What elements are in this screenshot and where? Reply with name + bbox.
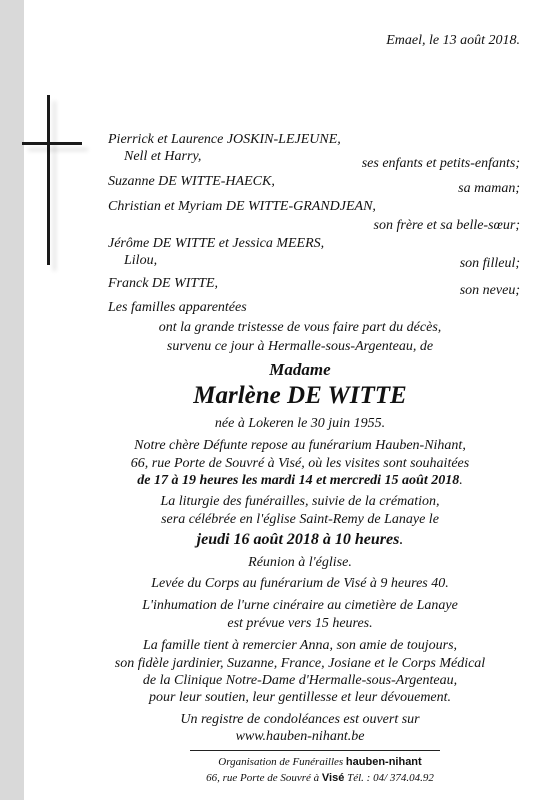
thanks-line4: pour leur soutien, leur gentillesse et leur dévouement. — [148, 690, 452, 705]
deceased-name: Marlène DE WITTE — [193, 382, 407, 409]
footer-divider — [190, 750, 440, 751]
family-joskin-relation: ses enfants et petits-enfants; — [361, 156, 520, 171]
ceremony-date-end: . — [399, 531, 404, 548]
repose-line2: 66, rue Porte de Souvré à Visé, où les visites sont souhaitées — [130, 456, 470, 471]
organizer-phone: Tél. : 04/ 374.04.92 — [347, 772, 434, 784]
family-relatives: Les familles apparentées — [108, 300, 247, 315]
thanks-line2: son fidèle jardinier, Suzanne, France, Josiane et le Corps Médical — [114, 656, 486, 671]
family-haeck-relation: sa maman; — [458, 181, 520, 196]
repose-line1: Notre chère Défunte repose au funérarium Hauben-Nihant, — [134, 438, 466, 453]
family-grandjean-relation: son frère et sa belle-sœur; — [373, 218, 520, 233]
family-franck-relation: son neveu; — [459, 283, 520, 298]
family-meers-names: Jérôme DE WITTE et Jessica MEERS, — [108, 236, 325, 251]
register-line1: Un registre de condoléances est ouvert sur — [180, 712, 420, 727]
register-website[interactable]: www.hauben-nihant.be — [235, 729, 365, 744]
inhumation-line1: L'inhumation de l'urne cinéraire au cimetière de Lanaye — [142, 598, 458, 613]
place-date: Emael, le 13 août 2018. — [386, 33, 520, 48]
organizer-brand: hauben-nihant — [345, 756, 422, 768]
announcement-line2: survenu ce jour à Hermalle-sous-Argenteau, de — [166, 339, 434, 354]
organizer-prefix: Organisation de Funérailles — [218, 756, 344, 768]
announcement-line1: ont la grande tristesse de vous faire part du décès, — [158, 320, 442, 335]
visits-end: . — [459, 473, 463, 488]
address-street: 66, rue Porte de Souvré à — [206, 772, 320, 784]
visits-hours: de 17 à 19 heures les mardi 14 et mercredi 15 août 2018 — [137, 473, 460, 488]
ceremony-date-line — [70, 531, 530, 549]
birth-info: née à Lokeren le 30 juin 1955. — [214, 416, 386, 431]
family-meers-child: Lilou, — [124, 253, 158, 268]
organizer-address — [120, 772, 520, 784]
cross-icon-horizontal — [22, 142, 82, 145]
cross-icon-vertical — [47, 95, 50, 265]
levee-note: Levée du Corps au funérarium de Visé à 9 heures 40. — [151, 576, 449, 591]
ceremony-date: jeudi 16 août 2018 à 10 heures — [196, 531, 400, 548]
family-meers-relation: son filleul; — [459, 256, 520, 271]
family-joskin-children: Nell et Harry, — [124, 149, 202, 164]
thanks-line3: de la Clinique Notre-Dame d'Hermalle-sous-Argenteau, — [142, 673, 458, 688]
deceased-title: Madame — [269, 360, 331, 379]
family-grandjean-names: Christian et Myriam DE WITTE-GRANDJEAN, — [108, 199, 376, 214]
visits-line — [70, 473, 530, 489]
family-haeck-names: Suzanne DE WITTE-HAECK, — [108, 174, 275, 189]
thanks-line1: La famille tient à remercier Anna, son amie de toujours, — [142, 638, 458, 653]
funeral-organizer — [120, 756, 520, 768]
inhumation-line2: est prévue vers 15 heures. — [227, 616, 373, 631]
liturgy-line2: sera célébrée en l'église Saint-Remy de Lanaye le — [161, 512, 439, 527]
left-margin-band — [0, 0, 24, 800]
family-joskin-names: Pierrick et Laurence JOSKIN-LEJEUNE, — [108, 132, 341, 147]
liturgy-line1: La liturgie des funérailles, suivie de la crémation, — [160, 494, 440, 509]
meeting-note: Réunion à l'église. — [248, 555, 352, 570]
address-city: Visé — [321, 772, 345, 784]
family-franck-names: Franck DE WITTE, — [108, 276, 219, 291]
